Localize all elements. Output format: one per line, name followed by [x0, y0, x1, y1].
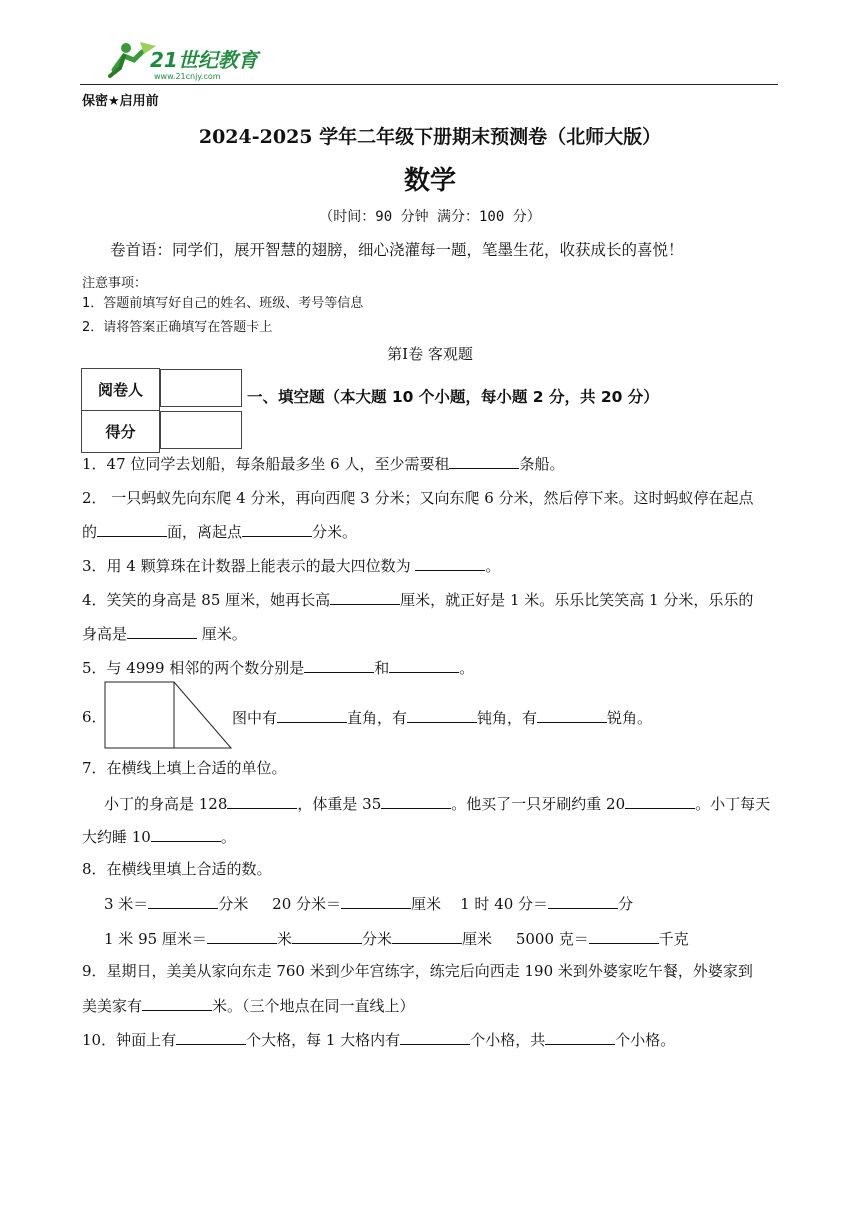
question-8-line-3: [104, 928, 689, 949]
answer-blank[interactable]: [142, 995, 212, 1011]
answer-blank[interactable]: [176, 1029, 246, 1045]
question-2-cont: [82, 521, 357, 542]
question-text: 。他买了一只牙刷约重 20: [451, 795, 626, 813]
exam-title: 2024-2025 学年二年级下册期末预测卷（北师大版）: [198, 126, 662, 148]
question-text: 4．笑笑的身高是 85 厘米，她再长高: [82, 591, 331, 609]
question-text: 米: [276, 930, 292, 948]
question-text: 。: [459, 659, 475, 677]
question-3: [82, 555, 500, 576]
logo: [104, 40, 274, 82]
logo-url-text: www.21cnjy.com: [154, 72, 221, 81]
answer-blank[interactable]: [415, 555, 485, 571]
score-table: [81, 368, 243, 453]
question-5: [82, 657, 474, 678]
answer-blank[interactable]: [625, 793, 695, 809]
question-7-line-3: [82, 826, 236, 847]
answer-blank[interactable]: [389, 657, 459, 673]
question-text: 锐角。: [607, 709, 653, 727]
question-text: 10．钟面上有: [82, 1031, 177, 1049]
reviewer-cell[interactable]: [160, 369, 242, 407]
question-text: 厘米: [461, 930, 492, 948]
note-item: 1．答题前填写好自己的姓名、班级、考号等信息: [82, 296, 364, 311]
question-text: 厘米。: [197, 625, 247, 643]
time-info: （时间：90 分钟 满分：100 分）: [319, 209, 541, 225]
answer-blank[interactable]: [381, 793, 451, 809]
question-text: 分米: [361, 930, 392, 948]
question-text: 个小格。: [615, 1031, 676, 1049]
answer-blank[interactable]: [292, 928, 362, 944]
header-rule: [80, 84, 778, 85]
question-1: [82, 453, 565, 474]
question-10: [82, 1029, 675, 1050]
question-text: 7．在横线上填上合适的单位。: [82, 759, 287, 777]
question-text: 条船。: [519, 455, 565, 473]
section-title: 一、填空题（本大题 10 个小题，每小题 2 分，共 20 分）: [247, 388, 659, 406]
answer-blank[interactable]: [304, 657, 374, 673]
score-cell[interactable]: [160, 411, 242, 449]
note-item: 2．请将答案正确填写在答题卡上: [82, 320, 273, 335]
question-text: ，体重是 35: [297, 795, 382, 813]
question-text: 分米。: [312, 523, 358, 541]
question-7-line-2: [104, 793, 770, 814]
question-6-number: 6．: [82, 708, 107, 726]
question-text: 5．与 4999 相邻的两个数分别是: [82, 659, 305, 677]
runner-logo-icon: [104, 40, 274, 82]
question-text: 厘米，就正好是 1 米。乐乐比笑笑高 1 分米，乐乐的: [400, 591, 754, 609]
question-text: 米。（三个地点在同一直线上）: [212, 997, 415, 1015]
question-text: 1 时 40 分＝: [460, 895, 549, 913]
answer-blank[interactable]: [148, 893, 218, 909]
answer-blank[interactable]: [341, 893, 411, 909]
question-2: [82, 488, 754, 508]
question-8: [82, 859, 272, 879]
question-text: 20 分米＝: [272, 895, 342, 913]
question-text: 美美家有: [82, 997, 143, 1015]
answer-blank[interactable]: [392, 928, 462, 944]
answer-blank[interactable]: [242, 521, 312, 537]
question-text: 。: [485, 557, 501, 575]
question-4: [82, 589, 753, 610]
question-4-cont: [82, 623, 247, 644]
answer-blank[interactable]: [537, 707, 607, 723]
question-9: [82, 961, 753, 981]
question-text: 和: [374, 659, 390, 677]
trapezoid-figure: [104, 681, 232, 749]
logo-text: 21世纪教育: [150, 48, 258, 72]
question-7: [82, 758, 287, 778]
answer-blank[interactable]: [227, 793, 297, 809]
question-text: 分: [618, 895, 634, 913]
answer-blank[interactable]: [449, 453, 519, 469]
answer-blank[interactable]: [277, 707, 347, 723]
answer-blank[interactable]: [330, 589, 400, 605]
preface: 卷首语：同学们，展开智慧的翅膀，细心浇灌每一题，笔墨生花，收获成长的喜悦！: [110, 241, 684, 259]
question-text: 的: [82, 523, 98, 541]
question-text: 图中有: [232, 709, 278, 727]
question-text: 1 米 95 厘米＝: [104, 930, 207, 948]
reviewer-label: 阅卷人: [82, 369, 160, 411]
secret-label: 保密★启用前: [82, 94, 159, 109]
question-text: 厘米: [411, 895, 442, 913]
part-title: 第Ⅰ卷 客观题: [387, 345, 473, 363]
question-text: 面，离起点: [167, 523, 243, 541]
answer-blank[interactable]: [407, 707, 477, 723]
question-text: 。: [220, 828, 236, 846]
question-text: 个大格，每 1 大格内有: [246, 1031, 401, 1049]
question-text: 。小丁每天: [695, 795, 771, 813]
notes-title: 注意事项：: [82, 276, 148, 291]
question-text: 1．47 位同学去划船，每条船最多坐 6 人，至少需要租: [82, 455, 450, 473]
question-text: 3 米＝: [104, 895, 149, 913]
question-text: 身高是: [82, 625, 128, 643]
answer-blank[interactable]: [207, 928, 277, 944]
question-8-line-2: [104, 893, 633, 914]
answer-blank[interactable]: [127, 623, 197, 639]
question-text: 个小格，共: [470, 1031, 546, 1049]
answer-blank[interactable]: [400, 1029, 470, 1045]
question-text: 千克: [658, 930, 689, 948]
question-text: 5000 克＝: [515, 930, 589, 948]
score-label: 得分: [82, 411, 160, 453]
question-text: 小丁的身高是 128: [104, 795, 228, 813]
question-text: 8．在横线里填上合适的数。: [82, 860, 272, 878]
question-text: 大约睡 10: [82, 828, 151, 846]
answer-blank[interactable]: [97, 521, 167, 537]
question-text: 直角，有: [347, 709, 408, 727]
answer-blank[interactable]: [589, 928, 659, 944]
answer-blank[interactable]: [548, 893, 618, 909]
question-text: 2． 一只蚂蚁先向东爬 4 分米，再向西爬 3 分米；又向东爬 6 分米，然后停下来。这时蚂蚁停在起点: [82, 489, 754, 507]
question-text: 9．星期日，美美从家向东走 760 米到少年宫练字，练完后向西走 190 米到外婆家吃午餐，外婆家到: [82, 962, 753, 980]
question-text: 分米: [218, 895, 249, 913]
answer-blank[interactable]: [151, 826, 221, 842]
question-9-cont: [82, 995, 415, 1016]
question-text: 3．用 4 颗算珠在计数器上能表示的最大四位数为: [82, 557, 416, 575]
answer-blank[interactable]: [545, 1029, 615, 1045]
question-6: [232, 707, 652, 728]
question-text: 钝角，有: [477, 709, 538, 727]
exam-subject: 数学: [403, 166, 456, 196]
